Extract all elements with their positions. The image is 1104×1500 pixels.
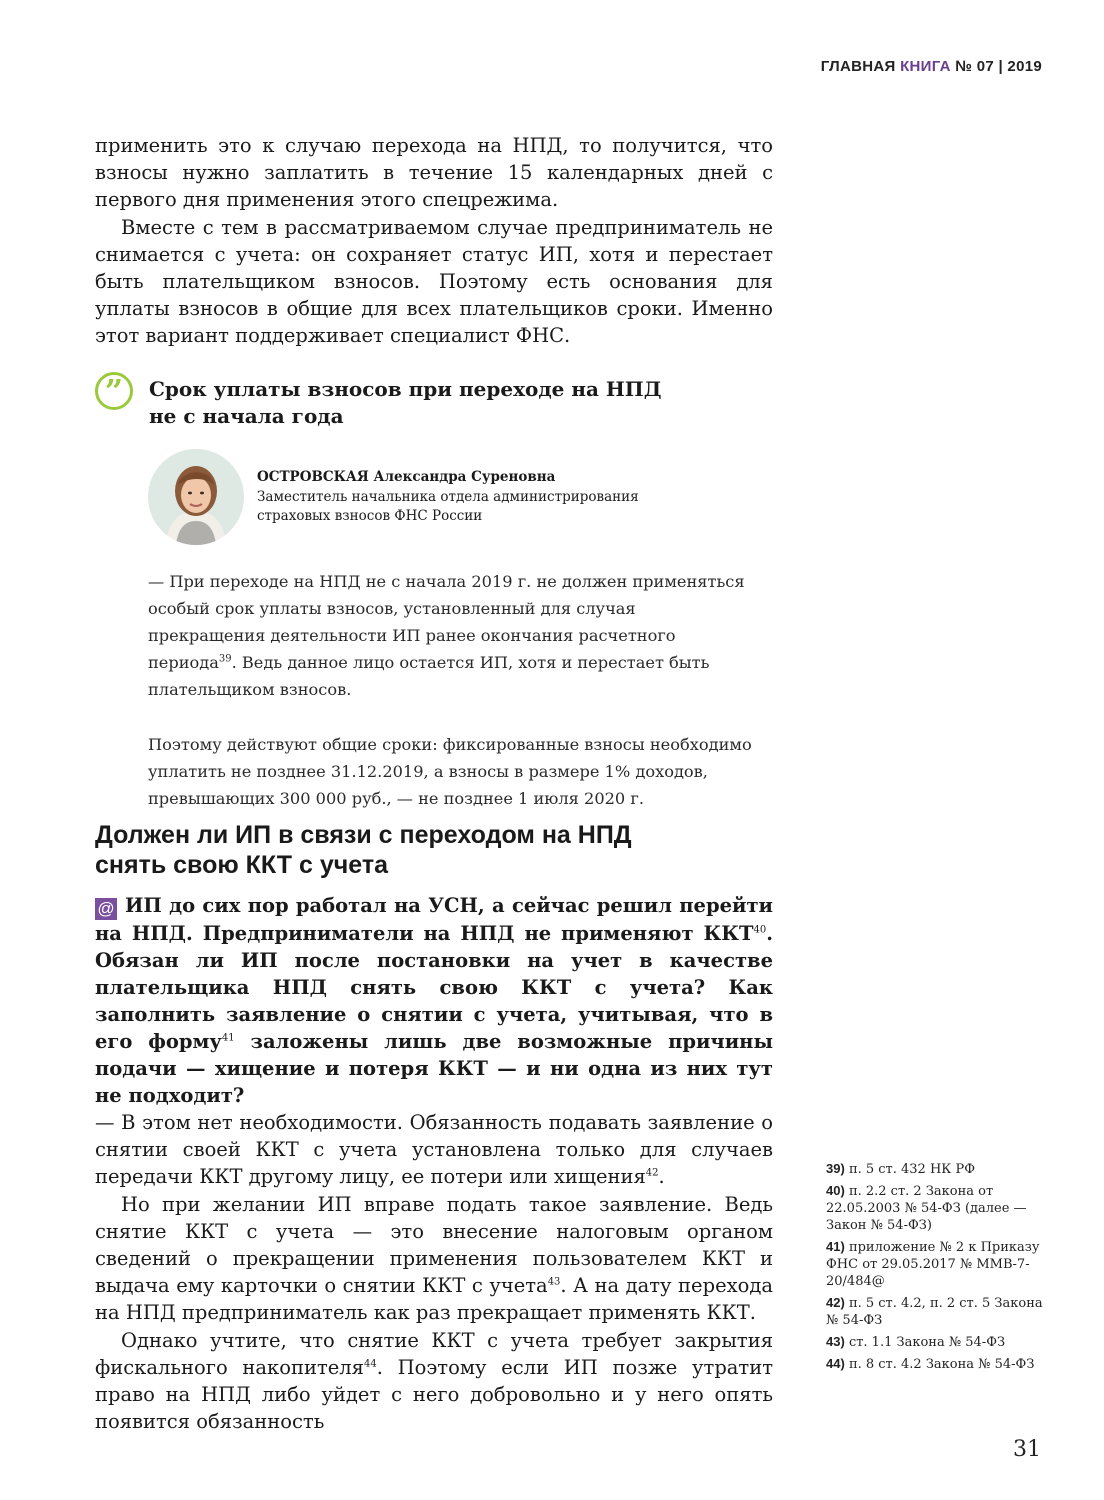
section-heading: [95, 820, 775, 880]
paragraph: применить это к случаю перехода на НПД, то получится, что взносы нужно заплатить в течение 15 календарных дней с первого дня применения этого спецрежима.: [95, 134, 773, 212]
heading-line2: снять свою ККТ с учета: [95, 851, 389, 879]
intro-text: [95, 132, 773, 350]
expert-name: ОСТРОВСКАЯ Александра Сурeновна: [257, 469, 556, 485]
quote-title: [149, 376, 661, 430]
footnote-number: 43): [826, 1334, 845, 1349]
expert-paragraph: [148, 568, 758, 703]
footnote-number: 39): [826, 1161, 845, 1176]
text: . А на дату перехода на НПД предприниматель как раз прекращает применять ККТ.: [95, 1274, 773, 1325]
footnote: [826, 1294, 1046, 1329]
footnote-text: п. 2.2 ст. 2 Закона от 22.05.2003 № 54-ФЗ (далее — Закон № 54-ФЗ): [826, 1184, 1027, 1233]
magazine-title-part2: КНИГА: [900, 58, 951, 75]
footnote-text: ст. 1.1 Закона № 54-ФЗ: [848, 1335, 1006, 1350]
answer-paragraph: [95, 1109, 773, 1191]
footnote: [826, 1182, 1046, 1234]
footnote-ref[interactable]: 40: [753, 924, 767, 936]
text: . Поэтому если ИП позже утратит право на НПД либо уйдет с него добровольно и у него опять появится обязанность: [95, 1355, 773, 1434]
text: .: [658, 1165, 665, 1189]
footnote: [826, 1238, 1046, 1290]
expert-answer: [148, 568, 758, 840]
footnote-ref[interactable]: 42: [645, 1167, 659, 1179]
text: Но при желании ИП вправе подать такое заявление. Ведь снятие ККТ с учета — это внесение налоговым органом сведений о прекращении применения пользователем ККТ и выдача ему карточки о снятии ККТ с учета: [95, 1192, 773, 1298]
text: заложены лишь две возможные причины подачи — хищение и потеря ККТ — и ни одна из них тут не подходит?: [95, 1030, 773, 1107]
expert-info: [257, 468, 639, 527]
footnote-ref[interactable]: 39: [218, 653, 232, 665]
text: ИП до сих пор работал на УСН, а сейчас решил перейти на НПД. Предприниматели на НПД не применяют ККТ: [95, 894, 773, 945]
text: Однако учтите, что снятие ККТ с учета требует закрытия фискального накопителя: [95, 1328, 773, 1379]
heading-line1: Должен ли ИП в связи с переходом на НПД: [95, 821, 632, 849]
answer-paragraph: [95, 1327, 773, 1436]
at-sign-icon: @: [95, 898, 117, 920]
footnote: [826, 1333, 1046, 1351]
footnote-text: п. 5 ст. 432 НК РФ: [848, 1162, 976, 1177]
footnote-number: 40): [826, 1183, 845, 1198]
person-photo-icon: [148, 449, 244, 545]
footnotes: [826, 1160, 1046, 1377]
expert-role-line2: страховых взносов ФНС России: [257, 508, 483, 524]
footnote-number: 44): [826, 1356, 845, 1371]
paragraph: Вместе с тем в рассматриваемом случае предприниматель не снимается с учета: он сохраняет статус ИП, хотя и перестает быть плательщиком взносов. Поэтому есть основания для уплаты взносов в общие для всех плательщиков сроки. Именно этот вариант поддерживает специалист ФНС.: [95, 215, 773, 348]
magazine-title-part1: ГЛАВНАЯ: [820, 58, 896, 75]
question: [95, 892, 773, 1109]
footnote-number: 42): [826, 1295, 845, 1310]
expert-paragraph: Поэтому действуют общие сроки: фиксированные взносы необходимо уплатить не позднее 31.12.2019, а взносы в размере 1% доходов, превышающих 300 000 руб., — не позднее 1 июля 2020 г.: [148, 735, 752, 808]
footnote-text: п. 8 ст. 4.2 Закона № 54-ФЗ: [848, 1357, 1035, 1372]
footnote-text: приложение № 2 к Приказу ФНС от 29.05.2017 № ММВ-7-20/484@: [826, 1240, 1040, 1289]
text: — При переходе на НПД не с начала 2019 г. не должен применяться особый срок уплаты взносов, установленный для случая прекращения деятельности ИП ранее окончания расчетного периода: [148, 572, 745, 672]
text: — В этом нет необходимости. Обязанность подавать заявление о снятии своей ККТ с учета установлена только для случаев передачи ККТ другому лицу, ее потери или хищения: [95, 1111, 773, 1189]
footnote-ref[interactable]: 43: [547, 1276, 561, 1288]
expert-role-line1: Заместитель начальника отдела администрирования: [257, 488, 639, 505]
expert-avatar: [148, 449, 244, 545]
footnote: [826, 1160, 1046, 1178]
text: . Ведь данное лицо остается ИП, хотя и перестает быть плательщиком взносов.: [148, 653, 710, 699]
quote-icon: ”: [95, 372, 133, 410]
question-answer: [95, 892, 773, 1435]
answer-paragraph: [95, 1191, 773, 1327]
footnote-number: 41): [826, 1239, 845, 1254]
footnote-ref[interactable]: 44: [363, 1358, 377, 1370]
quote-title-line1: Срок уплаты взносов при переходе на НПД: [149, 377, 662, 401]
footnote-text: п. 5 ст. 4.2, п. 2 ст. 5 Закона № 54-ФЗ: [826, 1296, 1043, 1328]
quote-title-line2: не с начала года: [149, 404, 344, 428]
footnote-ref[interactable]: 41: [221, 1032, 235, 1044]
footnote: [826, 1355, 1046, 1373]
text: . Обязан ли ИП после постановки на учет в качестве плательщика НПД снять свою ККТ с учета? Как заполнить заявление о снятии с учета, учитывая, что в его форму: [95, 922, 773, 1053]
issue-number: № 07 | 2019: [955, 58, 1042, 75]
running-header: [821, 58, 1042, 75]
page-number: 31: [1013, 1437, 1041, 1462]
